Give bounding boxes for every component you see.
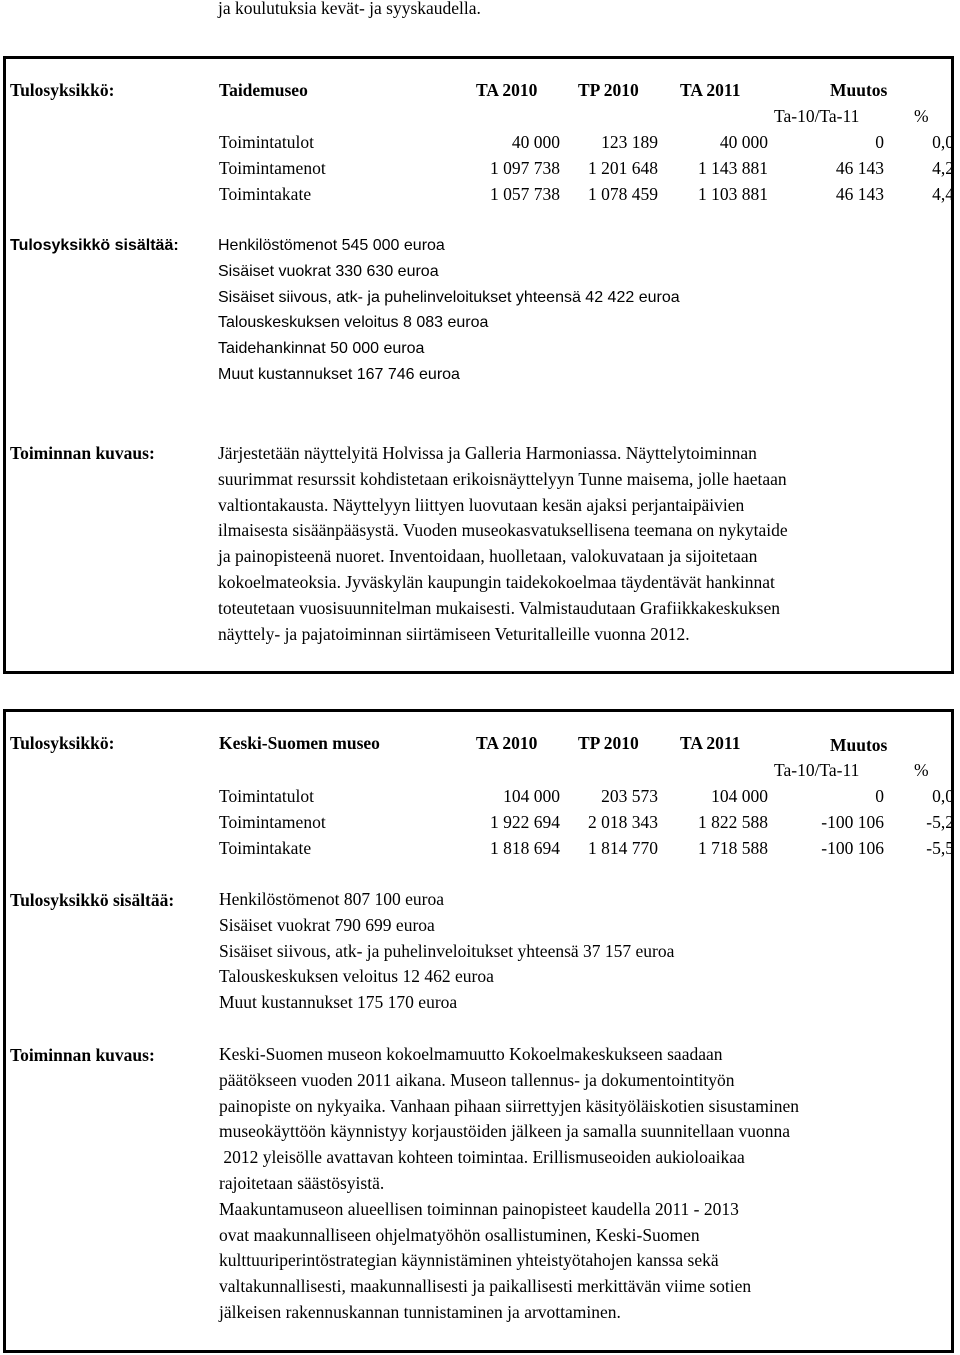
cell-pct: 0,0: [932, 132, 954, 152]
col-ta2010: TA 2010: [476, 733, 538, 753]
description-text: [219, 1042, 799, 1326]
text-line: museokäyttöön käynnistyy korjaustöiden jälkeen ja samalla suunnitellaan vuonna: [219, 1121, 791, 1142]
cell-muutos: -100 106: [821, 838, 884, 858]
text-line: kokoelmateoksia. Jyväskylän kaupungin taidekokoelmaa täydentävät hankinnat: [218, 571, 775, 592]
cell-ta2010: 104 000: [503, 786, 560, 806]
cell-ta2010: 1 057 738: [490, 184, 560, 204]
text-line: valtakunnallisesti, maakunnallisesti ja paikallisesti merkittävän viime sotien: [219, 1276, 752, 1297]
unit-label: Tulosyksikkö:: [10, 733, 115, 753]
col-percent: %: [914, 760, 929, 780]
text-line: toteutetaan vuosisuunnitelman mukaisesti. Valmistaudutaan Grafiikkakeskuksen: [218, 597, 780, 618]
cell-ta2011: 1 718 588: [698, 838, 768, 858]
cell-ta2010: 1 922 694: [490, 812, 560, 832]
list-item: Sisäiset vuokrat 790 699 euroa: [219, 914, 435, 935]
row-label: Toimintakate: [219, 184, 312, 204]
row-label: Toimintatulot: [219, 132, 315, 152]
contains-list: [218, 233, 680, 388]
cell-muutos: 0: [875, 786, 884, 806]
list-item: Sisäiset siivous, atk- ja puhelinveloitukset yhteensä 37 157 euroa: [219, 940, 675, 961]
col-ta2010: TA 2010: [476, 80, 538, 100]
text-line: näyttely- ja pajatoiminnan siirtämiseen Veturitalleille vuonna 2012.: [218, 623, 690, 644]
unit-name: Keski-Suomen museo: [219, 733, 380, 753]
cell-tp2010: 123 189: [601, 132, 658, 152]
col-change-sub: Ta-10/Ta-11: [774, 760, 860, 780]
cell-pct: 4,4: [932, 184, 954, 204]
cell-pct: -5,2: [926, 812, 954, 832]
col-muutos: Muutos: [830, 80, 888, 100]
cell-muutos: 0: [875, 132, 884, 152]
cell-ta2011: 40 000: [719, 132, 768, 152]
row-label: Toimintamenot: [219, 812, 326, 832]
text-line: 2012 yleisölle avattavan kohteen toimintaa. Erillismuseoiden aukioloaikaa: [219, 1147, 745, 1168]
cell-ta2010: 40 000: [511, 132, 560, 152]
text-line: painopiste on nykyaika. Vanhaan pihaan siirrettyjen käsityöläiskotien sisustaminen: [219, 1095, 799, 1116]
col-percent: %: [914, 106, 929, 126]
list-item: Talouskeskuksen veloitus 12 462 euroa: [219, 966, 494, 987]
text-line: ovat maakunnalliseen ohjelmatyöhön osallistuminen, Keski-Suomen: [219, 1224, 700, 1245]
col-muutos: Muutos: [830, 735, 888, 755]
cell-ta2011: 1 822 588: [698, 812, 768, 832]
text-line: Järjestetään näyttelyitä Holvissa ja Galleria Harmoniassa. Näyttelytoiminnan: [218, 443, 757, 463]
text-line: kulttuuriperintöstrategian käynnistäminen yhteistyötahojen kanssa sekä: [219, 1250, 719, 1271]
contains-label: Tulosyksikkö sisältää:: [10, 890, 175, 910]
cell-pct: 4,2: [932, 158, 954, 178]
cell-muutos: 46 143: [835, 184, 884, 204]
cell-muutos: -100 106: [821, 812, 884, 832]
text-line: Maakuntamuseon alueellisen toiminnan painopisteet kaudella 2011 - 2013: [219, 1198, 739, 1219]
cell-ta2011: 1 103 881: [698, 184, 768, 204]
cell-ta2010: 1 818 694: [490, 838, 560, 858]
cell-pct: 0,0: [932, 786, 954, 806]
list-item: Sisäiset siivous, atk- ja puhelinveloitukset yhteensä 42 422 euroa: [218, 288, 680, 306]
text-line: ilmaisesta sisäänpääsystä. Vuoden museokasvatuksellisena teemana on nykytaide: [218, 520, 788, 541]
text-line: ja painopisteenä nuoret. Inventoidaan, huolletaan, valokuvataan ja sijoitetaan: [218, 546, 758, 567]
list-item: Muut kustannukset 167 746 euroa: [218, 365, 460, 383]
list-item: Henkilöstömenot 545 000 euroa: [218, 237, 445, 254]
list-item: Talouskeskuksen veloitus 8 083 euroa: [218, 314, 489, 332]
row-label: Toimintamenot: [219, 158, 326, 178]
intro-text: ja koulutuksia kevät- ja syyskaudella.: [218, 0, 481, 18]
col-ta2011: TA 2011: [680, 733, 741, 753]
col-tp2010: TP 2010: [578, 80, 639, 100]
unit-name: Taidemuseo: [219, 80, 308, 100]
description-label: Toiminnan kuvaus:: [10, 1045, 155, 1065]
description-text: [218, 441, 788, 647]
contains-list: [219, 887, 674, 1016]
text-line: rajoitetaan säästösyistä.: [219, 1172, 385, 1193]
list-item: Sisäiset vuokrat 330 630 euroa: [218, 262, 439, 280]
cell-pct: -5,5: [926, 838, 954, 858]
cell-tp2010: 1 078 459: [588, 184, 658, 204]
cell-tp2010: 1 201 648: [588, 158, 658, 178]
description-label: Toiminnan kuvaus:: [10, 443, 155, 463]
contains-label: Tulosyksikkö sisältää:: [10, 237, 179, 254]
list-item: Muut kustannukset 175 170 euroa: [219, 992, 458, 1013]
cell-tp2010: 2 018 343: [588, 812, 658, 832]
row-label: Toimintakate: [219, 838, 312, 858]
cell-ta2011: 104 000: [711, 786, 768, 806]
cell-muutos: 46 143: [835, 158, 884, 178]
cell-tp2010: 203 573: [601, 786, 658, 806]
text-line: päätökseen vuoden 2011 aikana. Museon tallennus- ja dokumentointityön: [219, 1069, 735, 1090]
col-tp2010: TP 2010: [578, 733, 639, 753]
row-label: Toimintatulot: [219, 786, 315, 806]
col-change-sub: Ta-10/Ta-11: [774, 106, 860, 126]
cell-ta2010: 1 097 738: [490, 158, 560, 178]
unit-label: Tulosyksikkö:: [10, 80, 115, 100]
cell-tp2010: 1 814 770: [588, 838, 658, 858]
text-line: Keski-Suomen museon kokoelmamuutto Kokoelmakeskukseen saadaan: [219, 1044, 723, 1064]
list-item: Henkilöstömenot 807 100 euroa: [219, 889, 445, 909]
list-item: Taidehankinnat 50 000 euroa: [218, 340, 425, 358]
text-line: valtiontakausta. Näyttelyyn liittyen luovutaan kesän ajaksi perjantaipäivien: [218, 494, 745, 515]
text-line: suurimmat resurssit kohdistetaan erikoisnäyttelyyn Tunne maisema, jolle haetaan: [218, 468, 787, 489]
cell-ta2011: 1 143 881: [698, 158, 768, 178]
col-ta2011: TA 2011: [680, 80, 741, 100]
text-line: jälkeisen rakennuskannan tunnistaminen ja arvottaminen.: [219, 1301, 621, 1322]
